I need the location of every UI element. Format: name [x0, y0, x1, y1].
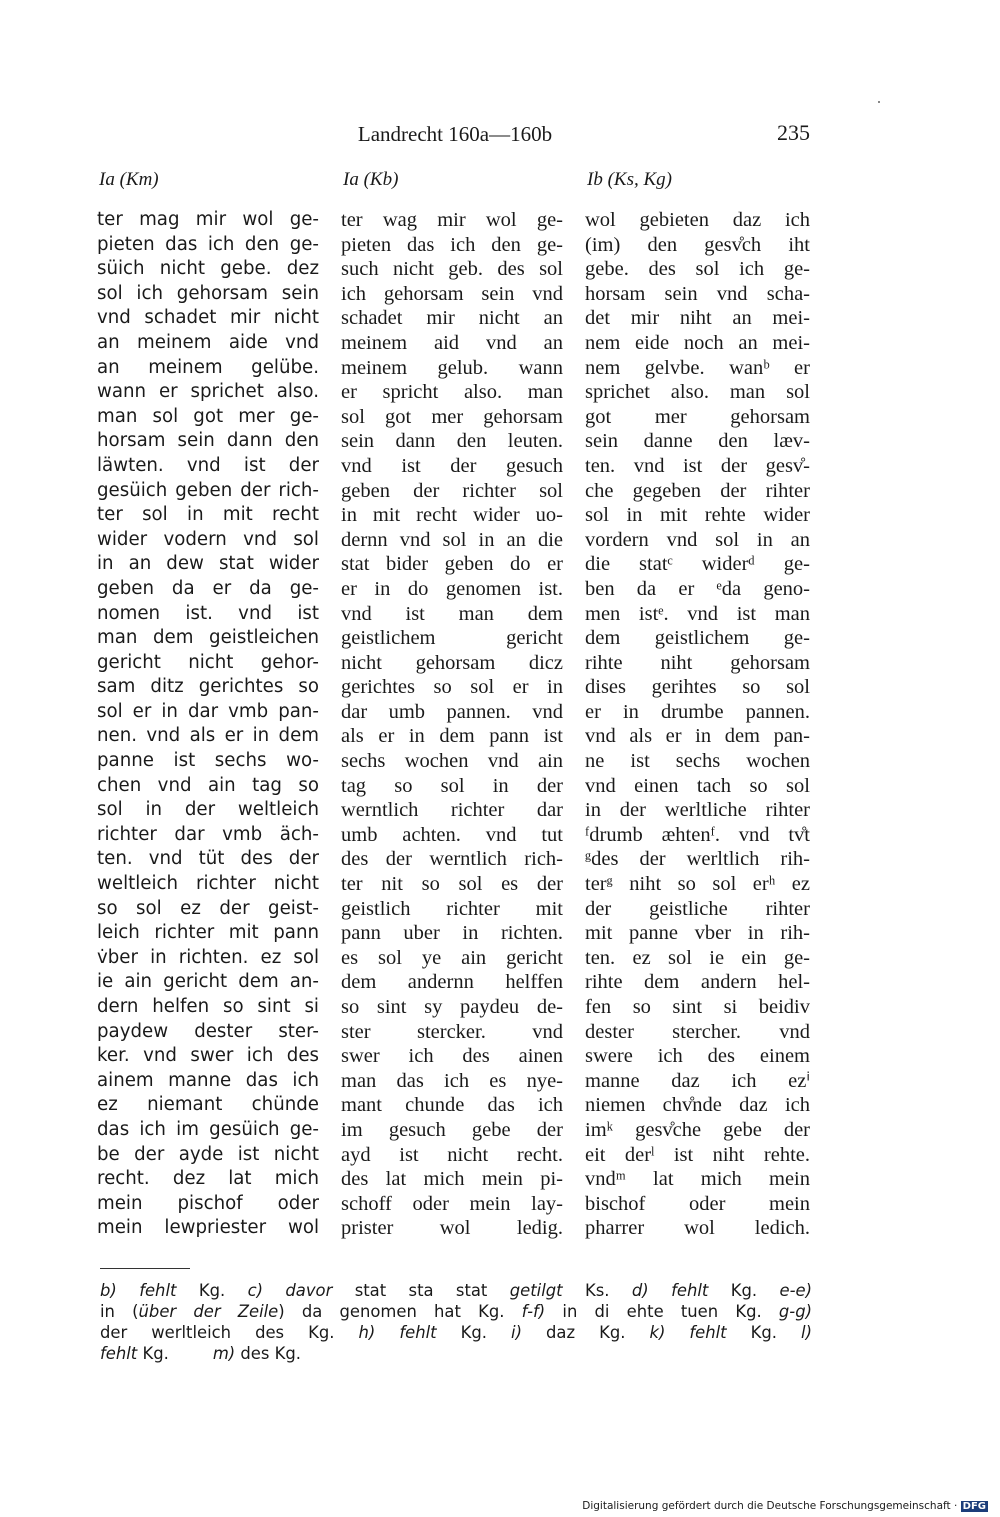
text-line: schoff oder mein lay- [341, 1192, 563, 1215]
footnote-g-start: g-g) [778, 1302, 813, 1321]
text-line: pieten das ich den ge- [341, 233, 563, 256]
text-line: weltleich richter nicht [97, 873, 319, 895]
column-ib-ks-kg [585, 168, 810, 1241]
text-line: ster stercker. vnd [341, 1020, 563, 1043]
text-line: richter dar vmb äch- [97, 823, 319, 845]
text-line: leich richter mit pann [97, 922, 319, 944]
footnotes [100, 1280, 812, 1364]
text-line: sechs wochen vnd ain [341, 750, 563, 773]
text-line: ez niemant chünde [97, 1094, 319, 1116]
text-line: werntlich richter dar [341, 799, 563, 822]
column-ia-km [97, 168, 319, 1241]
text-line: dar umb pannen. vnd [341, 700, 563, 723]
text-line: läwten. vnd ist der [97, 454, 319, 476]
text-line: pieten das ich den ge- [97, 233, 319, 255]
text-line: got mer gehorsam [585, 405, 810, 428]
column-text [585, 208, 810, 1241]
text-line: mein pischof oder [97, 1192, 319, 1214]
text-line: gerichtes so sol er in [341, 676, 563, 699]
text-line: in an dew stat wider [97, 553, 319, 575]
text-line: dem andernn helffen [341, 971, 563, 994]
footnote-line [100, 1322, 812, 1343]
column-siglum: Ib (Ks, Kg) [587, 169, 672, 190]
digitization-credit [582, 1500, 988, 1512]
text-line: vnd als er in dem pan- [585, 725, 810, 748]
text-line: dem geistlichem ge- [585, 627, 810, 650]
text-line: er spricht also. man [341, 381, 563, 404]
text-line: horsam sein vnd scha- [585, 282, 810, 305]
text-line: wann er sprichet also. [97, 381, 319, 403]
text-line: ainem manne das ich [97, 1069, 319, 1091]
text-line: eit derˡ ist niht rehte. [585, 1143, 810, 1166]
text-line: dester stercher. vnd [585, 1020, 810, 1043]
column-ia-kb [341, 168, 563, 1241]
text-line: tag so sol in der [341, 774, 563, 797]
text-line: in mit recht wider uo- [341, 504, 563, 527]
text-line: sol ich gehorsam sein [97, 282, 319, 304]
text-line: vnd ist der gesuch [341, 454, 563, 477]
text-line: vnd einen tach so sol [585, 774, 810, 797]
column-siglum: Ia (Kb) [343, 169, 399, 190]
footnote-k: k) fehlt Kg. [649, 1323, 778, 1342]
text-line: chen vnd ain tag so [97, 774, 319, 796]
footnote-rule [100, 1268, 190, 1269]
footnote-d: d) fehlt Kg. [631, 1281, 758, 1300]
text-line: imᵏ gesv̊che gebe der [585, 1118, 810, 1141]
footnote-i: i) daz Kg. [511, 1323, 626, 1342]
text-line: geistlichem gericht [341, 627, 563, 650]
footnote-b: b) fehlt Kg. [100, 1281, 226, 1300]
text-line: geben der richter sol [341, 479, 563, 502]
text-line: nicht gehorsam dicz [341, 651, 563, 674]
text-line: das ich im gesüich ge- [97, 1118, 319, 1140]
text-line: sein dann den leuten. [341, 430, 563, 453]
text-line: (im) den gesv̊ch iht [585, 233, 810, 256]
text-line: rihte niht gehorsam [585, 651, 810, 674]
text-line: nomen ist. vnd ist [97, 602, 319, 624]
text-line: v̇ber in richten. ez sol [97, 946, 319, 968]
text-line: so sint sy paydeu de- [341, 996, 563, 1018]
text-line: che gegeben der rihter [585, 479, 810, 502]
text-line: paydew dester ster- [97, 1020, 319, 1042]
footnote-line [100, 1280, 812, 1301]
text-line: ter mag mir wol ge- [97, 209, 319, 230]
text-line: bischof oder mein [585, 1192, 810, 1215]
text-line: ter nit so sol es der [341, 873, 563, 896]
text-line: der geistliche rihter [585, 897, 810, 920]
text-line: als er in dem pann ist [341, 725, 563, 748]
text-line: det mir niht an mei- [585, 307, 810, 330]
text-line: umb achten. vnd tut [341, 823, 563, 846]
column-text [341, 208, 563, 1241]
text-line: terᵍ niht so sol erʰ ez [585, 873, 810, 896]
text-line: dernn vnd sol in an die [341, 528, 563, 551]
footnote-g-cont: der werltleich des Kg. [100, 1323, 335, 1342]
text-line: wider vodern vnd sol [97, 528, 319, 550]
credit-text: Digitalisierung gefördert durch die Deutsche Forschungsgemeinschaft · [582, 1500, 958, 1512]
column-text [97, 208, 319, 1241]
text-line: vnd schadet mir nicht [97, 307, 319, 329]
text-line: niemen chv̊nde daz ich [585, 1094, 810, 1117]
text-line: vndᵐ lat mich mein [585, 1168, 810, 1191]
text-line: ter wag mir wol ge- [341, 209, 563, 231]
footnote-f: f-f) in di ehte tuen Kg. [521, 1302, 762, 1321]
text-line: ben da er ᵉda geno- [585, 577, 810, 600]
text-line: mit panne vber in rih- [585, 922, 810, 945]
text-line: nen. vnd als er in dem [97, 725, 319, 747]
text-line: ne ist sechs wochen [585, 750, 810, 773]
footnote-l-cont: fehlt Kg. [100, 1344, 169, 1363]
text-line: sol er in dar vmb pan- [97, 700, 319, 722]
text-line: vnd ist man dem [341, 602, 563, 625]
text-line: gebe. des sol ich ge- [585, 258, 810, 281]
text-line: vordern vnd sol in an [585, 528, 810, 551]
text-line: geben da er da ge- [97, 577, 319, 599]
footnote-line [100, 1343, 812, 1364]
text-line: ich gehorsam sein vnd [341, 282, 563, 305]
text-line: fen so sint si beidiv [585, 996, 810, 1018]
text-line: im gesuch gebe der [341, 1118, 563, 1141]
text-line: sol in mit rehte wider [585, 504, 810, 527]
text-line: sol got mer gehorsam [341, 405, 563, 428]
text-line: sam ditz gerichtes so [97, 676, 319, 698]
text-line: man dem geistleichen [97, 627, 319, 649]
text-line: er in do genomen ist. [341, 577, 563, 600]
text-line: meinem aid vnd an [341, 331, 563, 354]
text-line: dises gerihtes so sol [585, 676, 810, 699]
text-line: des der werntlich rich- [341, 848, 563, 871]
text-line: ten. vnd ist der gesv̊- [585, 454, 810, 477]
text-line: panne ist sechs wo- [97, 750, 319, 772]
column-siglum: Ia (Km) [99, 169, 159, 190]
text-line: sol in der weltleich [97, 799, 319, 821]
text-line: schadet mir nicht an [341, 307, 563, 330]
text-line: sprichet also. man sol [585, 381, 810, 404]
text-line: mant chunde das ich [341, 1094, 563, 1117]
text-line: an meinem gelübe. [97, 356, 319, 378]
text-line: in der werltliche rihter [585, 799, 810, 822]
text-line: pann uber in richten. [341, 922, 563, 945]
text-line: man das ich es nye- [341, 1069, 563, 1092]
dfg-logo: DFG [962, 1501, 986, 1512]
text-line: ker. vnd swer ich des [97, 1045, 319, 1067]
text-line: die statᶜ widerᵈ ge- [585, 553, 810, 576]
footnote-m: m) des Kg. [212, 1344, 301, 1363]
text-line: ayd ist nicht recht. [341, 1143, 563, 1166]
text-line: geistlich richter mit [341, 897, 563, 920]
text-line: ᵍdes der werltlich rih- [585, 848, 810, 871]
text-line: mein lewpriester wol [97, 1217, 319, 1239]
text-line: süich nicht gebe. dez [97, 258, 319, 280]
text-line: swer ich des ainen [341, 1045, 563, 1068]
running-head [100, 120, 810, 150]
text-line: nem eide noch an mei- [585, 331, 810, 354]
footnote-h: h) fehlt Kg. [358, 1323, 487, 1342]
text-line: es sol ye ain gericht [341, 946, 563, 969]
text-line: such nicht geb. des sol [341, 258, 563, 281]
footnote-c: c) davor stat sta stat getilgt Ks. [247, 1281, 610, 1300]
text-line: swere ich des einem [585, 1045, 810, 1068]
text-line: so sol ez der geist- [97, 897, 319, 919]
text-line: men istᵉ. vnd ist man [585, 602, 810, 625]
text-line: sein danne den læv- [585, 430, 810, 453]
text-line: gesüich geben der rich- [97, 479, 319, 501]
text-line: er in drumbe pannen. [585, 700, 810, 723]
text-line: man sol got mer ge- [97, 405, 319, 427]
scan-speck [878, 101, 880, 103]
text-line: stat bider geben do er [341, 553, 563, 576]
text-line: des lat mich mein pi- [341, 1168, 563, 1191]
page-number: 235 [777, 120, 810, 145]
text-line: dern helfen so sint si [97, 996, 319, 1017]
text-line: ten. vnd tüt des der [97, 848, 319, 870]
footnote-e-start: e-e) [779, 1281, 812, 1300]
text-line: meinem gelub. wann [341, 356, 563, 379]
text-line: ᶠdrumb æhtenᶠ. vnd tv̊t [585, 823, 810, 846]
text-line: be der ayde ist nicht [97, 1143, 319, 1165]
footnote-line [100, 1301, 812, 1322]
text-line: rihte dem andern hel- [585, 971, 810, 994]
text-line: recht. dez lat mich [97, 1168, 319, 1190]
text-line: gericht nicht gehor- [97, 651, 319, 673]
text-line: ter sol in mit recht [97, 504, 319, 526]
text-line: prister wol ledig. [341, 1217, 563, 1240]
text-line: horsam sein dann den [97, 430, 319, 452]
text-line: nem gelvbe. wanᵇ er [585, 356, 810, 379]
running-title: Landrecht 160a—160b [357, 122, 553, 146]
footnote-l-start: l) [801, 1323, 812, 1342]
text-line: ie ain gericht dem an- [97, 971, 319, 993]
text-line: an meinem aide vnd [97, 331, 319, 353]
text-line: pharrer wol ledich. [585, 1217, 810, 1240]
text-line: manne daz ich ezⁱ [585, 1069, 810, 1092]
text-line: wol gebieten daz ich [585, 209, 810, 231]
text-line: ten. ez sol ie ein ge- [585, 946, 810, 969]
footnote-e-cont: in (über der Zeile) da genomen hat Kg. [100, 1302, 505, 1321]
